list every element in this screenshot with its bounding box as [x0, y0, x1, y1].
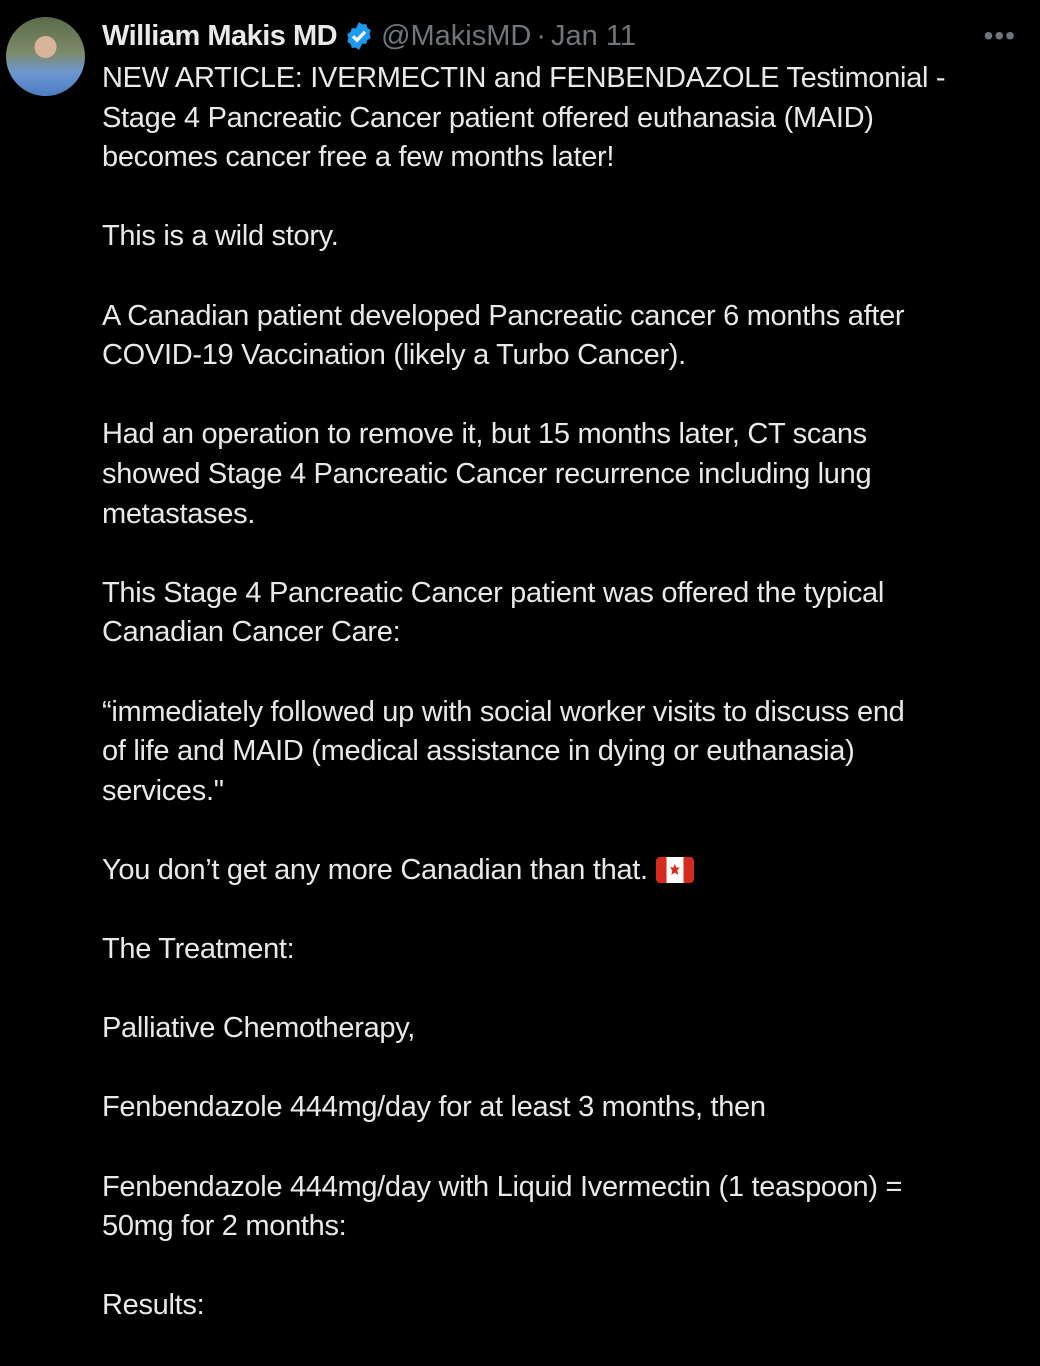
text-line: metastases. [102, 497, 256, 530]
text-line: Palliative Chemotherapy, [102, 1012, 416, 1045]
text-line: Fenbendazole 444mg/day with Liquid Ivermectin (1 teaspoon) = [102, 1170, 903, 1203]
more-options-icon[interactable]: ••• [983, 20, 1016, 51]
canada-flag-icon [656, 857, 694, 883]
tweet-paragraph [102, 1286, 1032, 1326]
tweet-paragraph [102, 1009, 1032, 1049]
tweet-paragraph [102, 693, 1032, 812]
text-line: services." [102, 774, 224, 807]
text-line: 50mg for 2 months: [102, 1210, 347, 1243]
tweet-paragraph [102, 574, 1032, 653]
tweet-paragraph [102, 1168, 1032, 1247]
text-line: COVID-19 Vaccination (likely a Turbo Cancer). [102, 339, 686, 372]
text-line [102, 851, 1032, 891]
text-line: of life and MAID (medical assistance in dying or euthanasia) [102, 735, 855, 768]
tweet-paragraph [102, 59, 1032, 178]
text-line: This is a wild story. [102, 220, 339, 253]
tweet-paragraph [102, 297, 1032, 376]
text-line: The Treatment: [102, 933, 295, 966]
author-handle[interactable]: @MakisMD [381, 19, 532, 52]
text-line: Canadian Cancer Care: [102, 616, 401, 649]
text-line: Had an operation to remove it, but 15 months later, CT scans [102, 418, 867, 451]
text-line: NEW ARTICLE: IVERMECTIN and FENBENDAZOLE Testimonial - [102, 62, 946, 94]
text-line: A Canadian patient developed Pancreatic cancer 6 months after [102, 299, 905, 332]
text-line: “immediately followed up with social worker visits to discuss end [102, 695, 905, 728]
separator: · [536, 19, 547, 52]
text-line: You don’t get any more Canadian than that. [102, 853, 648, 886]
tweet-paragraph [102, 930, 1032, 970]
text-line: Stage 4 Pancreatic Cancer patient offered euthanasia (MAID) [102, 101, 874, 134]
tweet-paragraph [102, 217, 1032, 257]
verified-badge-icon [343, 20, 375, 52]
text-line: Results: [102, 1289, 205, 1322]
tweet-paragraph [102, 415, 1032, 534]
text-line: Fenbendazole 444mg/day for at least 3 months, then [102, 1091, 766, 1124]
text-line: This Stage 4 Pancreatic Cancer patient was offered the typical [102, 576, 885, 609]
author-name[interactable]: William Makis MD [102, 19, 338, 52]
avatar[interactable] [6, 17, 85, 96]
text-line: showed Stage 4 Pancreatic Cancer recurrence including lung [102, 457, 872, 490]
text-line: becomes cancer free a few months later! [102, 141, 615, 174]
tweet-date[interactable]: Jan 11 [551, 19, 636, 52]
tweet-paragraph [102, 1088, 1032, 1128]
tweet-text [102, 59, 1032, 1366]
tweet-paragraph [102, 851, 1032, 891]
tweet-header [102, 16, 636, 56]
